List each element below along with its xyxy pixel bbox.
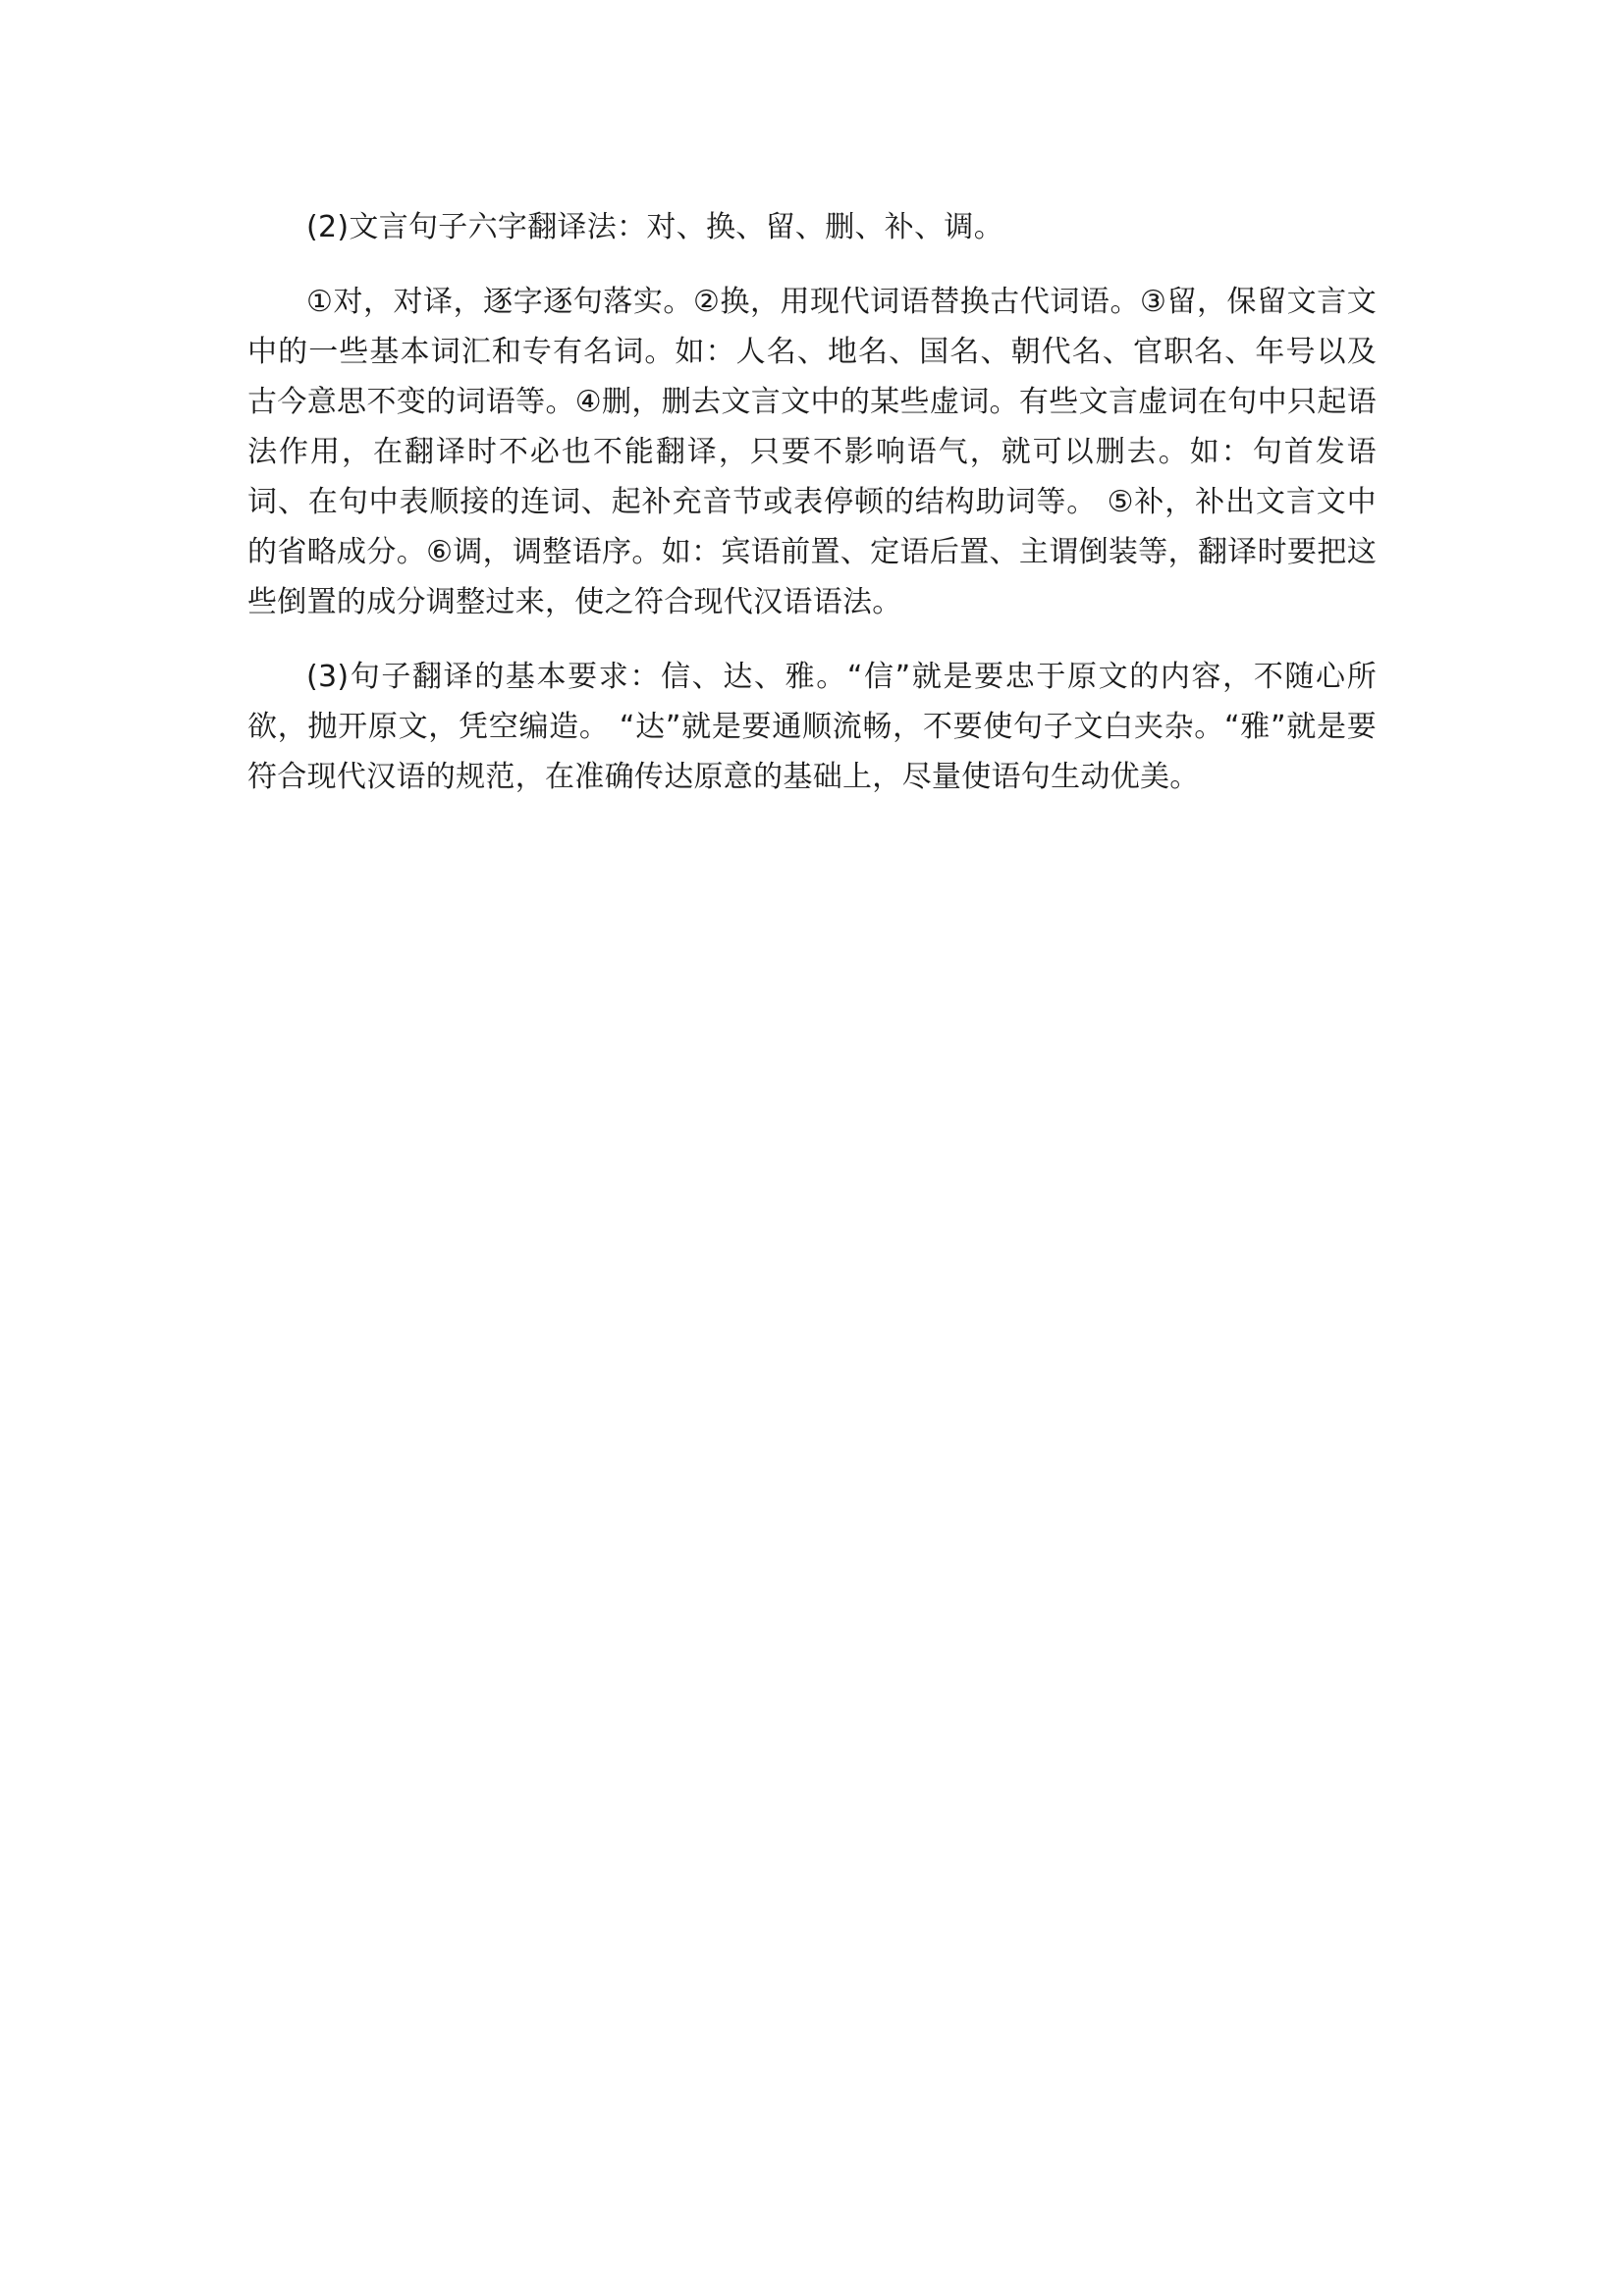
paragraph-method-details: ①对，对译，逐字逐句落实。②换，用现代词语替换古代词语。③留，保留文言文中的一些基本词汇和专有名词。如：人名、地名、国名、朝代名、官职名、年号以及古今意思不变的词语等。④删，删去文言文中的某些虚词。有些文言虚词在句中只起语法作用，在翻译时不必也不能翻译，只要不影响语气，就可以删去。如：句首发语词、在句中表顺接的连词、起补充音节或表停顿的结构助词等。 ⑤补，补出文言文中的省略成分。⑥调，调整语序。如：宾语前置、定语后置、主谓倒装等，翻译时要把这些倒置的成分调整过来，使之符合现代汉语语法。	[247, 285, 1377, 619]
paragraph-translation-method: (2)文言句子六字翻译法：对、换、留、删、补、调。	[306, 210, 1003, 244]
paragraph-translation-requirements: (3)句子翻译的基本要求：信、达、雅。“信”就是要忠于原文的内容，不随心所欲，抛开原文，凭空编造。 “达”就是要通顺流畅，不要使句子文白夹杂。“雅”就是要符合现代汉语的规范，在准确传达原意的基础上，尽量使语句生动优美。	[247, 660, 1377, 794]
document-body	[247, 202, 1377, 802]
